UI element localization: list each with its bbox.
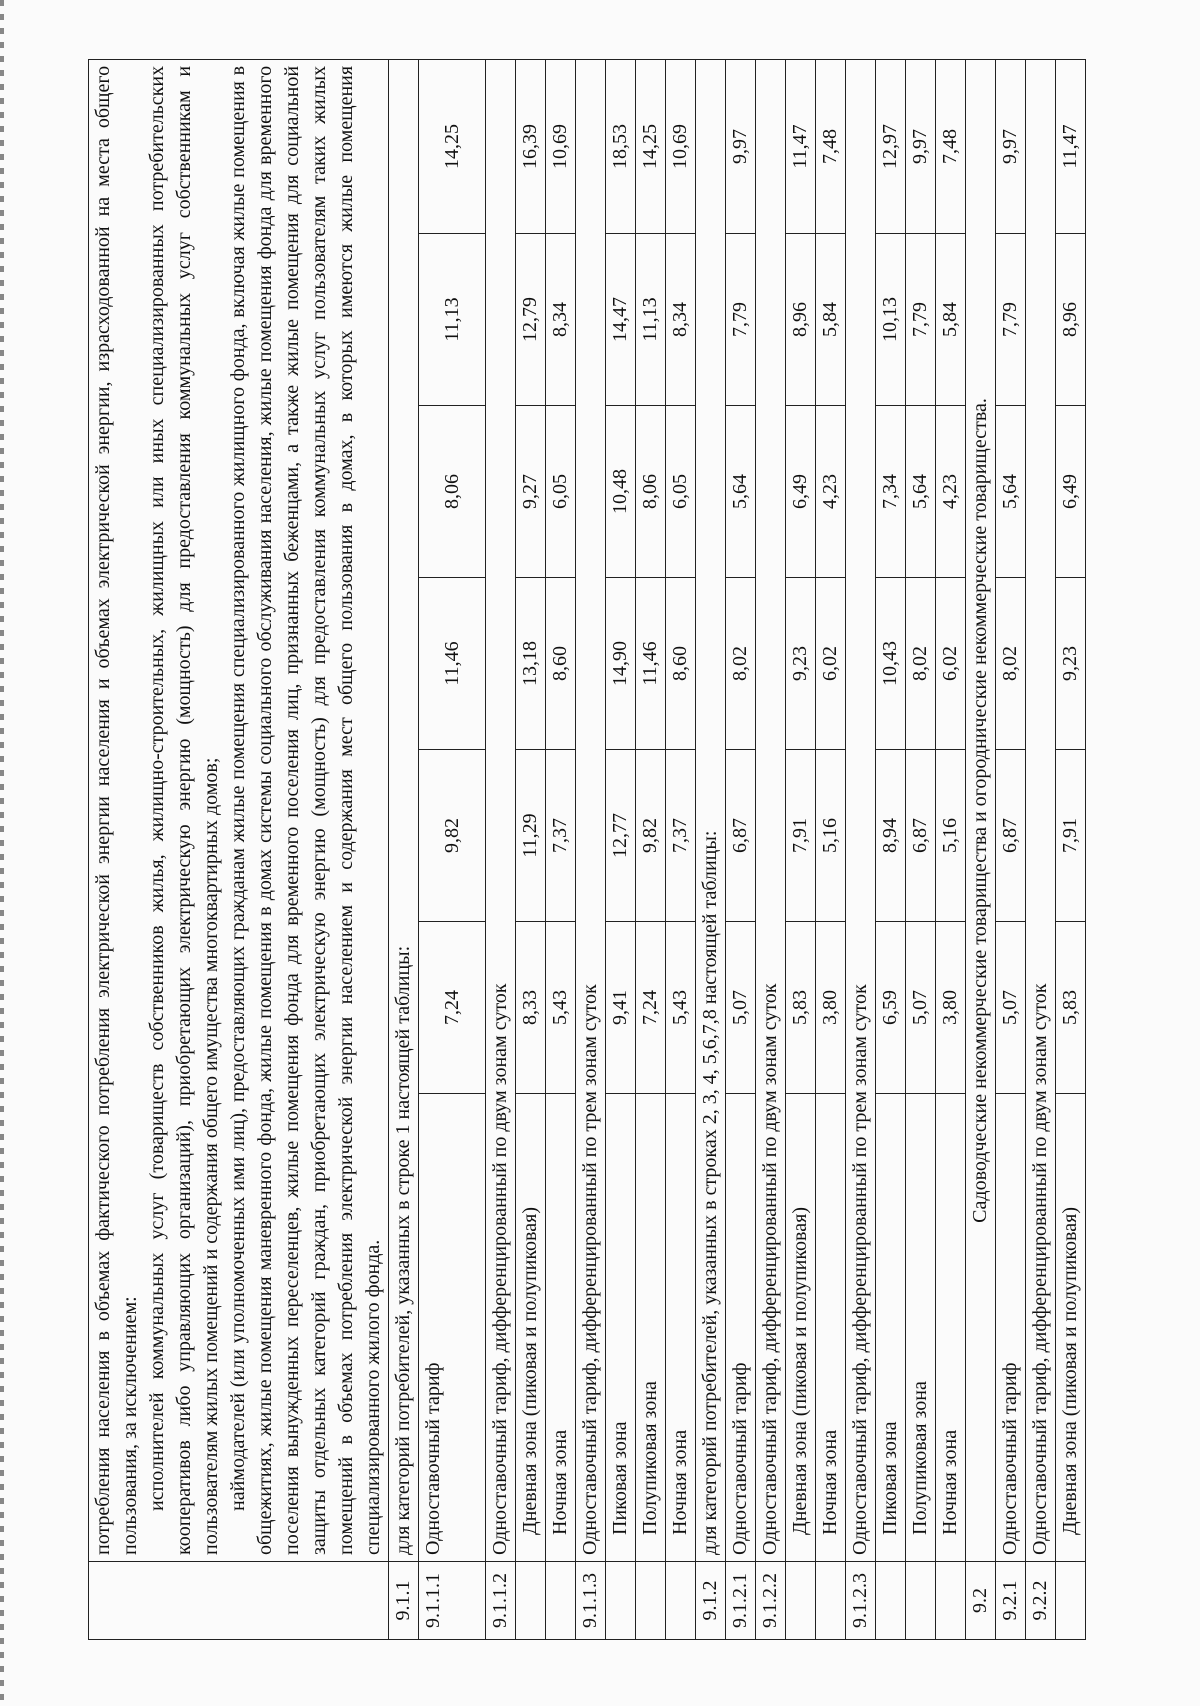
tariff-value: 11,46 xyxy=(419,578,486,750)
tariff-value: 9,82 xyxy=(419,750,486,922)
tariff-table xyxy=(88,59,1086,1640)
row-label: Одноставочный тариф xyxy=(419,1094,486,1562)
row-label: Пиковая зона xyxy=(876,1094,906,1562)
tariff-value: 8,06 xyxy=(636,406,666,578)
table-row xyxy=(389,59,419,1639)
tariff-value: 6,87 xyxy=(996,750,1026,922)
tariff-value: 12,79 xyxy=(516,234,546,406)
tariff-value: 5,64 xyxy=(726,406,756,578)
row-number xyxy=(816,1562,846,1640)
table-row xyxy=(996,59,1026,1639)
tariff-value: 5,07 xyxy=(726,922,756,1094)
row-number xyxy=(906,1562,936,1640)
tariff-value: 14,25 xyxy=(419,59,486,233)
tariff-value: 7,37 xyxy=(666,750,696,922)
tariff-value: 8,34 xyxy=(666,234,696,406)
tariff-value: 9,23 xyxy=(786,578,816,750)
tariff-value: 4,23 xyxy=(936,406,966,578)
tariff-value: 8,06 xyxy=(419,406,486,578)
intro-paragraph-2: исполнителей коммунальных услуг (товариществ собственников жилья, жилищно-строительных, жилищных или иных специализированных потребительских кооперативов либо управляющих организаций), приобретающих электрическую энергию (мощность) для предоставления коммунальных услуг собственникам и пользователям жилых помещений и содержания общего имущества многоквартирных домов; xyxy=(146,65,222,1555)
table-row xyxy=(546,59,576,1639)
tariff-value: 8,94 xyxy=(876,750,906,922)
tariff-group-label: Одноставочный тариф, дифференцированный по двум зонам суток xyxy=(756,59,786,1561)
row-label: Дневная зона (пиковая и полупиковая) xyxy=(1056,1094,1086,1562)
tariff-value: 5,83 xyxy=(1056,922,1086,1094)
tariff-value: 12,97 xyxy=(876,59,906,233)
tariff-value: 7,48 xyxy=(816,59,846,233)
row-label: Пиковая зона xyxy=(606,1094,636,1562)
row-label: Ночная зона xyxy=(666,1094,696,1562)
row-label: Полупиковая зона xyxy=(906,1094,936,1562)
tariff-value: 9,97 xyxy=(726,59,756,233)
tariff-value: 6,59 xyxy=(876,922,906,1094)
tariff-value: 11,13 xyxy=(636,234,666,406)
tariff-value: 14,90 xyxy=(606,578,636,750)
tariff-value: 7,91 xyxy=(786,750,816,922)
row-label: Одноставочный тариф xyxy=(996,1094,1026,1562)
table-row xyxy=(1056,59,1086,1639)
table-row xyxy=(516,59,546,1639)
tariff-value: 5,83 xyxy=(786,922,816,1094)
row-number: 9.1.1.3 xyxy=(576,1562,606,1640)
row-number: 9.2.2 xyxy=(1026,1562,1056,1640)
tariff-value: 6,49 xyxy=(786,406,816,578)
row-number xyxy=(876,1562,906,1640)
group-heading: Садоводческие некоммерческие товарищества и огороднические некоммерческие товарищества. xyxy=(966,59,996,1561)
scan-edge-artifact xyxy=(0,0,4,1706)
row-number xyxy=(666,1562,696,1640)
row-label: Дневная зона (пиковая и полупиковая) xyxy=(516,1094,546,1562)
row-number: 9.1.2.3 xyxy=(846,1562,876,1640)
tariff-value: 6,05 xyxy=(666,406,696,578)
section-label: для категорий потребителей, указанных в строках 2, 3, 4, 5,6,7,8 настоящей таблицы: xyxy=(696,59,726,1561)
tariff-value: 8,02 xyxy=(996,578,1026,750)
tariff-value: 11,29 xyxy=(516,750,546,922)
tariff-value: 9,27 xyxy=(516,406,546,578)
tariff-value: 5,43 xyxy=(666,922,696,1094)
tariff-value: 8,96 xyxy=(1056,234,1086,406)
tariff-value: 14,25 xyxy=(636,59,666,233)
tariff-value: 6,02 xyxy=(936,578,966,750)
tariff-value: 10,43 xyxy=(876,578,906,750)
tariff-value: 10,69 xyxy=(546,59,576,233)
tariff-value: 7,79 xyxy=(996,234,1026,406)
row-number: 9.1.2 xyxy=(696,1562,726,1640)
tariff-value: 9,82 xyxy=(636,750,666,922)
row-label: Дневная зона (пиковая и полупиковая) xyxy=(786,1094,816,1562)
table-row xyxy=(666,59,696,1639)
tariff-value: 8,02 xyxy=(726,578,756,750)
tariff-value: 7,24 xyxy=(636,922,666,1094)
rotated-content xyxy=(88,60,1098,1640)
tariff-value: 6,87 xyxy=(726,750,756,922)
tariff-value: 11,47 xyxy=(1056,59,1086,233)
row-number: 9.2.1 xyxy=(996,1562,1026,1640)
tariff-value: 7,37 xyxy=(546,750,576,922)
row-label: Ночная зона xyxy=(546,1094,576,1562)
tariff-value: 10,48 xyxy=(606,406,636,578)
table-row xyxy=(486,59,516,1639)
tariff-value: 9,97 xyxy=(996,59,1026,233)
row-number xyxy=(606,1562,636,1640)
tariff-value: 5,84 xyxy=(816,234,846,406)
table-row xyxy=(606,59,636,1639)
row-number: 9.1.1 xyxy=(389,1562,419,1640)
tariff-value: 9,97 xyxy=(906,59,936,233)
tariff-value: 3,80 xyxy=(816,922,846,1094)
tariff-value: 6,87 xyxy=(906,750,936,922)
tariff-value: 12,77 xyxy=(606,750,636,922)
row-label: Ночная зона xyxy=(816,1094,846,1562)
tariff-value: 9,23 xyxy=(1056,578,1086,750)
tariff-group-label: Одноставочный тариф, дифференцированный по трем зонам суток xyxy=(576,59,606,1561)
table-row xyxy=(419,59,486,1639)
tariff-group-label: Одноставочный тариф, дифференцированный по двум зонам суток xyxy=(1026,59,1056,1561)
tariff-value: 5,16 xyxy=(936,750,966,922)
row-number: 9.2 xyxy=(966,1562,996,1640)
tariff-group-label: Одноставочный тариф, дифференцированный по трем зонам суток xyxy=(846,59,876,1561)
row-number xyxy=(636,1562,666,1640)
tariff-value: 5,07 xyxy=(996,922,1026,1094)
intro-paragraph-1: потребления населения в объемах фактического потребления электрической энергии населения и объемах электрической энергии, израсходованной на места общего пользования, за исключением: xyxy=(92,65,141,1555)
tariff-value: 5,64 xyxy=(996,406,1026,578)
table-row xyxy=(876,59,906,1639)
tariff-value: 5,64 xyxy=(906,406,936,578)
row-number xyxy=(546,1562,576,1640)
tariff-value: 11,46 xyxy=(636,578,666,750)
table-row xyxy=(696,59,726,1639)
row-number xyxy=(516,1562,546,1640)
tariff-value: 3,80 xyxy=(936,922,966,1094)
tariff-value: 10,13 xyxy=(876,234,906,406)
tariff-value: 7,79 xyxy=(726,234,756,406)
tariff-value: 7,48 xyxy=(936,59,966,233)
tariff-value: 16,39 xyxy=(516,59,546,233)
tariff-value: 8,60 xyxy=(666,578,696,750)
intro-text-cell xyxy=(89,59,389,1561)
tariff-value: 7,34 xyxy=(876,406,906,578)
tariff-value: 8,33 xyxy=(516,922,546,1094)
tariff-value: 5,16 xyxy=(816,750,846,922)
tariff-value: 5,84 xyxy=(936,234,966,406)
tariff-value: 14,47 xyxy=(606,234,636,406)
table-row xyxy=(786,59,816,1639)
row-label: Ночная зона xyxy=(936,1094,966,1562)
tariff-value: 11,47 xyxy=(786,59,816,233)
intro-row xyxy=(89,59,389,1639)
tariff-value: 7,79 xyxy=(906,234,936,406)
row-label: Полупиковая зона xyxy=(636,1094,666,1562)
tariff-value: 7,24 xyxy=(419,922,486,1094)
table-row xyxy=(906,59,936,1639)
table-row xyxy=(726,59,756,1639)
tariff-value: 13,18 xyxy=(516,578,546,750)
tariff-value: 10,69 xyxy=(666,59,696,233)
row-number: 9.1.1.2 xyxy=(486,1562,516,1640)
row-number xyxy=(1056,1562,1086,1640)
table-row xyxy=(936,59,966,1639)
tariff-value: 8,96 xyxy=(786,234,816,406)
tariff-value: 9,41 xyxy=(606,922,636,1094)
tariff-value: 6,49 xyxy=(1056,406,1086,578)
table-row xyxy=(756,59,786,1639)
tariff-value: 8,34 xyxy=(546,234,576,406)
row-label: Одноставочный тариф xyxy=(726,1094,756,1562)
table-row xyxy=(966,59,996,1639)
tariff-value: 7,91 xyxy=(1056,750,1086,922)
tariff-value: 6,05 xyxy=(546,406,576,578)
intro-paragraph-3: наймодателей (или уполномоченных ими лиц), предоставляющих гражданам жилые помещения специализированного жилищного фонда, включая жилые помещения в общежитиях, жилые помещения маневренного фонда, жилые помещения в домах системы социального обслуживания населения, жилые помещения фонда для временного поселения вынужденных переселенцев, жилые помещения фонда для временного поселения лиц, признанных беженцами, а также жилые помещения для социальной защиты отдельных категорий граждан, приобретающих электрическую энергию (мощность) для предоставления коммунальных услуг пользователям таких жилых помещений в объемах потребления электрической энергии населением и содержания мест общего пользования в домах, в которых имеются жилые помещения специализированного жилого фонда. xyxy=(227,65,384,1555)
table-row xyxy=(1026,59,1056,1639)
table-row xyxy=(636,59,666,1639)
table-row xyxy=(846,59,876,1639)
tariff-value: 8,02 xyxy=(906,578,936,750)
table-row xyxy=(576,59,606,1639)
tariff-value: 6,02 xyxy=(816,578,846,750)
section-label: для категорий потребителей, указанных в строке 1 настоящей таблицы: xyxy=(389,59,419,1561)
table-body xyxy=(89,59,1086,1639)
row-number xyxy=(786,1562,816,1640)
tariff-value: 18,53 xyxy=(606,59,636,233)
row-number xyxy=(936,1562,966,1640)
row-number: 9.1.2.1 xyxy=(726,1562,756,1640)
tariff-value: 11,13 xyxy=(419,234,486,406)
tariff-value: 8,60 xyxy=(546,578,576,750)
tariff-value: 4,23 xyxy=(816,406,846,578)
tariff-group-label: Одноставочный тариф, дифференцированный по двум зонам суток xyxy=(486,59,516,1561)
tariff-value: 5,07 xyxy=(906,922,936,1094)
row-number: 9.1.1.1 xyxy=(419,1562,486,1640)
row-number: 9.1.2.2 xyxy=(756,1562,786,1640)
table-row xyxy=(816,59,846,1639)
tariff-value: 5,43 xyxy=(546,922,576,1094)
intro-num-cell xyxy=(89,1562,389,1640)
